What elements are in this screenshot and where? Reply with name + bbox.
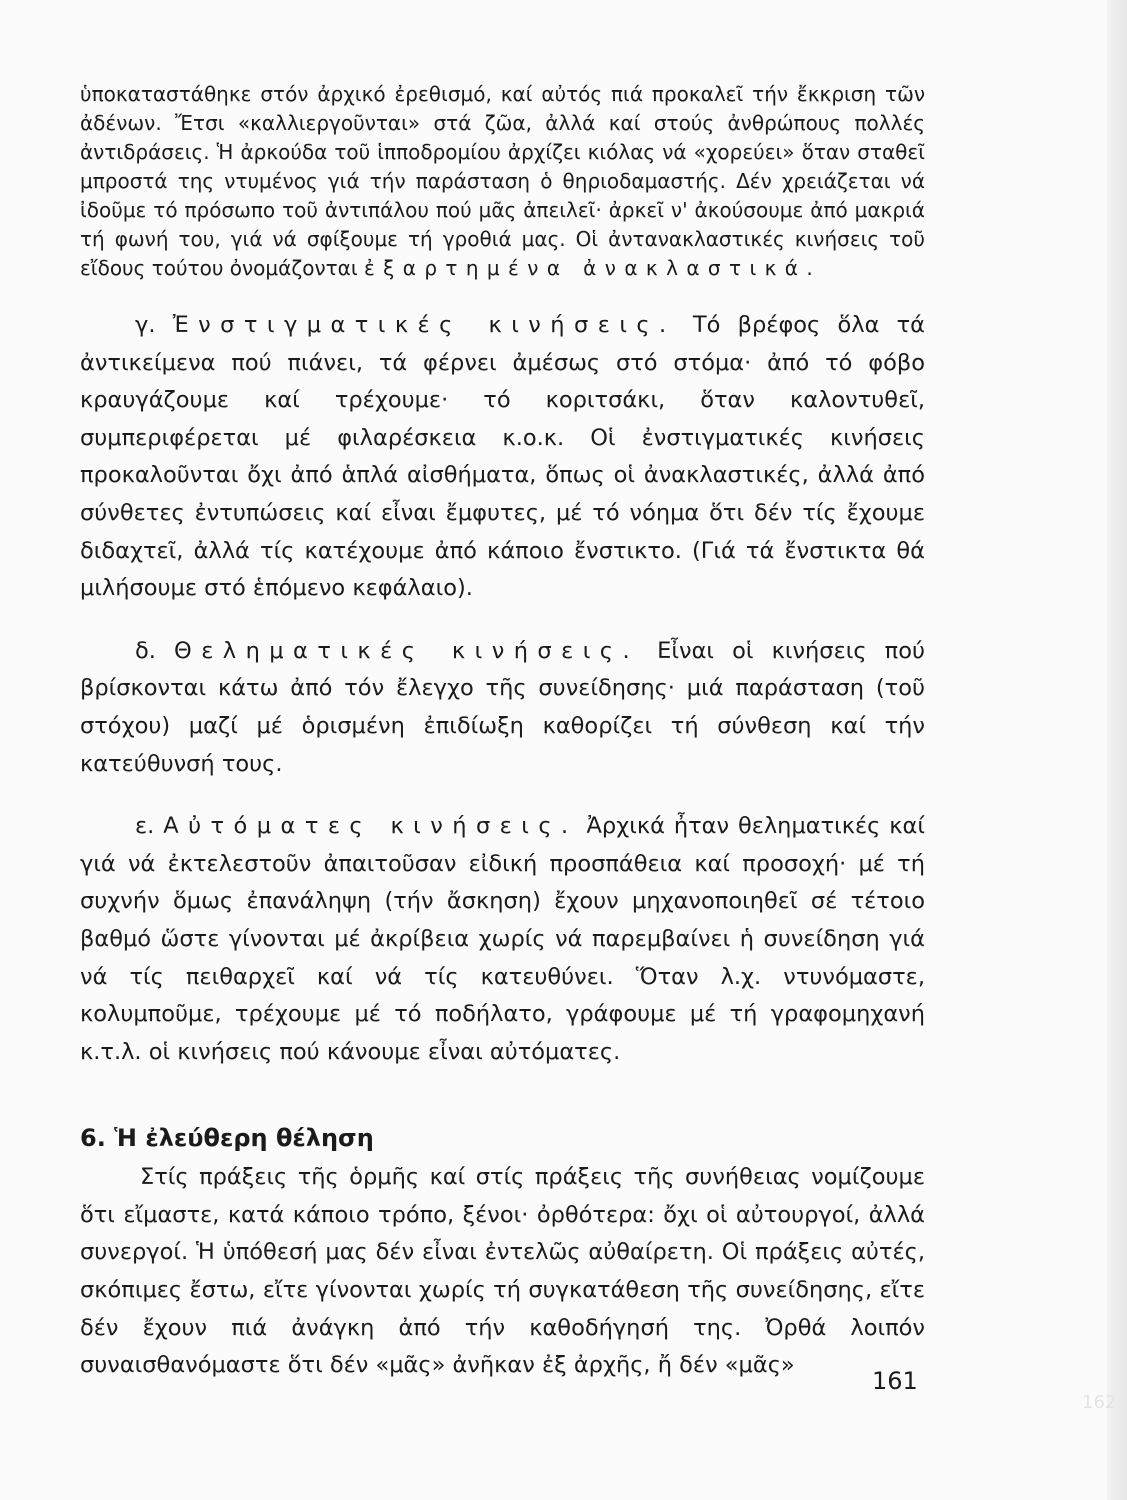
section-e	[80, 808, 925, 1071]
section-d-label: δ.	[135, 637, 156, 664]
section-c-label: γ.	[135, 312, 156, 338]
final-paragraph: Στίς πράξεις τῆς ὁρμῆς καί στίς πράξεις τῆς συνήθειας νομίζουμε ὅτι εἴμαστε, κατά κάποιο τρόπο, ξένοι· ὀρθότερα: ὄχι οἱ αὐτουργοί, ἀλλά συνεργοί. Ἡ ὑπόθεσή μας δέν εἶναι ἐντελῶς αὐθαίρετη. Οἱ πράξεις αὐτές, σκόπιμες ἔστω, εἴτε γίνονται χωρίς τή συγκατάθεση τῆς συνείδησης, εἴτε δέν ἔχουν πιά ἀνάγκη ἀπό τήν καθοδήγησή της. Ὀρθά λοιπόν συναισθανόμαστε ὅτι δέν «μᾶς» ἀνῆκαν ἐξ ἀρχῆς, ἤ δέν «μᾶς»	[80, 1164, 925, 1379]
intro-spaced-term: ἐξαρτημένα ἀνακλαστικά	[363, 256, 807, 280]
intro-text: ὑποκαταστάθηκε στόν ἀρχικό ἐρεθισμό, καί αὐτός πιά προκαλεῖ τήν ἔκκριση τῶν ἀδένων. Ἔτσι «καλλιεργοῦνται» στά ζῶα, ἀλλά καί στούς ἀνθρώπους πολλές ἀντιδράσεις. Ἡ ἀρκούδα τοῦ ἱπποδρομίου ἀρχίζει κιόλας νά «χορεύει» ὅταν σταθεῖ μπροστά της ντυμένος γιά τήν παράσταση ὁ θηριοδαμαστής. Δέν χρειάζεται νά ἰδοῦμε τό πρόσωπο τοῦ ἀντιπάλου πού μᾶς ἀπειλεῖ· ἀρκεῖ ν' ἀκούσουμε ἀπό μακριά τή φωνή του, γιά νά σφίξουμε τή γροθιά μας. Οἱ ἀντανακλαστικές κινήσεις τοῦ εἴδους τούτου ὀνομάζονται	[80, 82, 925, 280]
intro-paragraph	[80, 80, 925, 283]
section-e-label: ε.	[135, 813, 155, 840]
bleed-through-page-number: 162	[1082, 1392, 1117, 1413]
section-e-term: Αὐτόματες κινήσεις.	[163, 813, 578, 840]
section-d-term: Θεληματικές κινήσεις.	[174, 637, 640, 664]
page-number: 161	[872, 1367, 918, 1395]
section-heading: 6. Ἡ ἐλεύθερη θέληση	[80, 1124, 374, 1153]
section-c-term: Ἐνστιγματικές κινήσεις.	[172, 312, 676, 338]
page-body	[80, 80, 925, 1385]
section-e-text: Ἀρχικά ἦταν θεληματικές καί γιά νά ἐκτελεστοῦν ἀπαιτοῦσαν εἰδική προσπάθεια καί προσοχή· μέ τή συχνήν ὅμως ἐπανάληψη (τήν ἄσκηση) ἔχουν μηχανοποιηθεῖ σέ τέτοιο βαθμό ὥστε γίνονται μέ ἀκρίβεια χωρίς νά παρεμβαίνει ἡ συνείδηση γιά νά τίς πειθαρχεῖ καί νά τίς κατευθύνει. Ὅταν λ.χ. ντυνόμαστε, κολυμποῦμε, τρέχουμε μέ τό ποδήλατο, γράφουμε μέ τή γραφομηχανή κ.τ.λ. οἱ κινήσεις πού κάνουμε εἶναι αὐτόματες.	[80, 813, 926, 1065]
page-edge	[1107, 0, 1127, 1500]
intro-end: .	[806, 256, 813, 280]
section-d	[80, 633, 925, 783]
section-d-text: Εἶναι οἱ κινήσεις πού βρίσκονται κάτω ἀπό τόν ἔλεγχο τῆς συνείδησης· μιά παράσταση (τοῦ στόχου) μαζί μέ ὁρισμένη ἐπιδίωξη καθορίζει τή σύνθεση καί τήν κατεύθυνσή τους.	[80, 637, 925, 777]
section-c	[80, 307, 925, 608]
section-c-text: Τό βρέφος ὅλα τά ἀντικείμενα πού πιάνει, τά φέρνει ἀμέσως στό στόμα· ἀπό τό φόβο κραυγάζουμε καί τρέχουμε· τό κοριτσάκι, ὅταν καλοντυθεῖ, συμπεριφέρεται μέ φιλαρέσκεια κ.ο.κ. Οἱ ἐνστιγματικές κινήσεις προκαλοῦνται ὄχι ἀπό ἁπλά αἰσθήματα, ὅπως οἱ ἀνακλαστικές, ἀλλά ἀπό σύνθετες ἐντυπώσεις καί εἶναι ἔμφυτες, μέ τό νόημα ὅτι δέν τίς ἔχουμε διδαχτεῖ, ἀλλά τίς κατέχουμε ἀπό κάποιο ἔνστικτο. (Γιά τά ἔνστικτα θά μιλήσουμε στό ἑπόμενο κεφάλαιο).	[80, 312, 926, 602]
